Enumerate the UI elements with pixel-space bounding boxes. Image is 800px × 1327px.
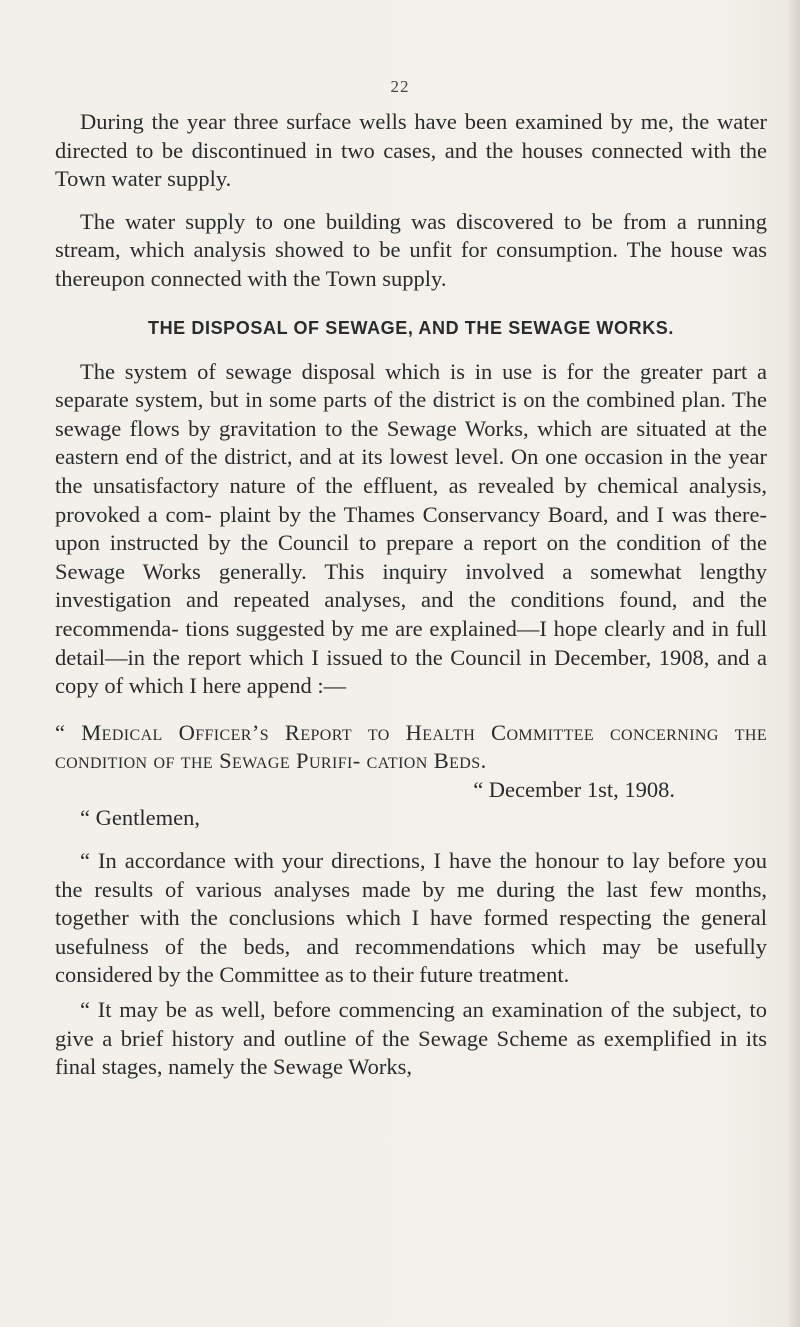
section-heading: THE DISPOSAL OF SEWAGE, AND THE SEWAGE WORKS. [147,317,675,338]
report-paragraph-1: “ In accordance with your directions, I have the honour to lay before you the results of various analyses made by me during the last few months, together with the conclusions which I have formed respecting the general usefulness of the beds, and recommendations which may be usefully considered by the Committee as to their future treatment. [55,848,767,988]
report-date: “ December 1st, 1908. [473,776,675,802]
report-paragraph-2: “ It may be as well, before commencing an examination of the subject, to give a brief history and outline of the Sewage Scheme as exemplified in its final stages, namely the Sewage Works, [55,997,767,1080]
page-number: 22 [390,77,410,96]
paragraph-sewage-system: The system of sewage disposal which is in use is for the greater part a separate system, but in some parts of the district is on the combined plan. The sewage flows by gravitation to the Sewage Works, which are situated at the eastern end of the district, and at its lowest level. On one occasion in the year the unsatisfactory nature of the effluent, as revealed by chemical analysis, provoked a com- plaint by the Thames Conservancy Board, and I was there- upon instructed by the Council to prepare a report on the condition of the Sewage Works generally. This inquiry involved a somewhat lengthy investigation and repeated analyses, and the conditions found, and the recommenda- tions suggested by me are explained—I hope clearly and in full detail—in the report which I issued to the Council in December, 1908, and a copy of which I here append :— [55,358,767,699]
paragraph-wells: During the year three surface wells have been examined by me, the water directed to be discontinued in two cases, and the houses connected with the Town water supply. [55,109,767,192]
paragraph-stream: The water supply to one building was discovered to be from a running stream, which analysis showed to be unfit for consumption. The house was thereupon connected with the Town supply. [55,208,767,291]
report-salutation: “ Gentlemen, [80,805,200,831]
report-title: “ Medical Officer’s Report to Health Committee concerning the condition of the Sewage Purifi- cation Beds. [55,719,767,774]
body-text [55,108,767,1082]
page-edge-shadow [786,0,800,1327]
